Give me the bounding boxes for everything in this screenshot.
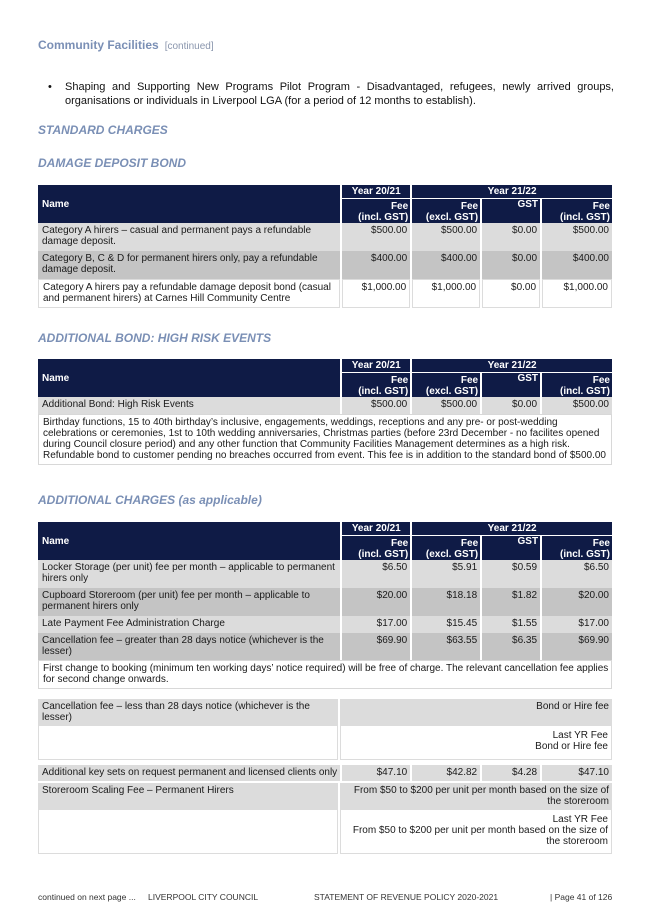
col-year-cur: Year 21/22 — [412, 522, 612, 536]
col-year-prev: Year 20/21 — [342, 185, 410, 199]
change-note-row — [38, 660, 612, 689]
footer-continued: continued on next page ... — [38, 892, 136, 902]
footer-page: | Page 41 of 126 — [550, 892, 613, 902]
col-fee-excl: Fee (excl. GST) — [412, 373, 480, 397]
additional-charges-table — [36, 522, 614, 689]
col-prev-fee: Fee (incl. GST) — [342, 199, 410, 223]
col-fee-excl: Fee (excl. GST) — [412, 199, 480, 223]
footer-statement: STATEMENT OF REVENUE POLICY 2020-2021 — [314, 892, 499, 902]
table-row: Category B, C & D for permanent hirers only, pay a refundable damage deposit. $400.00 $400.00 $0.00 $400.00 — [38, 251, 612, 279]
storeroom-table — [36, 783, 614, 854]
damage-bond-table — [36, 185, 614, 308]
table-row: Late Payment Fee Administration Charge $17.00 $15.45 $1.55 $17.00 — [38, 616, 612, 633]
change-note: First change to booking (minimum ten working days’ notice required) will be free of charge. The relevant cancellation fee applies for second change onwards. — [38, 660, 612, 689]
col-name: Name — [38, 185, 340, 223]
bullet-dot-icon: • — [48, 81, 52, 93]
bullet-text: Shaping and Supporting New Programs Pilot Program - Disadvantaged, refugees, newly arrived groups, organisations or individuals in Liverpool LGA (for a period of 12 months to establish). — [65, 81, 614, 107]
cancel-less-table — [36, 699, 614, 760]
high-risk-description: Birthday functions, 15 to 40th birthday’s inclusive, engagements, weddings, receptions and any pre- or post-wedding celebrations or ceremonies, 1st to 10th wedding anniversaries, Christmas parties (before 23rd December - no facilites opened during Council closure period) and any other function that Community Facilities Management determines as a high risk. Refundable bond to customer pending no breaches occurred from event. This fee is in addition to the standard bond of $500.00 — [38, 414, 612, 465]
last-year-row: Last YR Fee Bond or Hire fee — [38, 726, 612, 760]
col-year-prev: Year 20/21 — [342, 522, 410, 536]
col-year-prev: Year 20/21 — [342, 359, 410, 373]
table-row: Storeroom Scaling Fee – Permanent Hirers From $50 to $200 per unit per month based on the size of the storeroom — [38, 783, 612, 810]
section-high-risk: ADDITIONAL BOND: HIGH RISK EVENTS — [38, 331, 272, 345]
key-sets-table — [36, 765, 614, 781]
high-risk-table — [36, 359, 614, 465]
table-row: Cancellation fee – less than 28 days notice (whichever is the lesser) Bond or Hire fee — [38, 699, 612, 726]
col-name: Name — [38, 522, 340, 560]
high-risk-description-row — [38, 414, 612, 465]
bullet-item — [48, 80, 614, 108]
header-title: Community Facilities — [38, 38, 159, 52]
col-gst: GST — [482, 536, 540, 560]
col-year-cur: Year 21/22 — [412, 359, 612, 373]
col-fee-excl: Fee (excl. GST) — [412, 536, 480, 560]
table-row: Category A hirers – casual and permanent pays a refundable damage deposit. $500.00 $500.00 $0.00 $500.00 — [38, 223, 612, 251]
section-standard-charges: STANDARD CHARGES — [38, 123, 168, 137]
col-fee-incl: Fee (incl. GST) — [542, 199, 612, 223]
col-year-cur: Year 21/22 — [412, 185, 612, 199]
last-year-row: Last YR Fee From $50 to $200 per unit per month based on the size of the storeroom — [38, 810, 612, 854]
table-row: Additional Bond: High Risk Events $500.00 $500.00 $0.00 $500.00 — [38, 397, 612, 414]
section-damage-deposit-bond: DAMAGE DEPOSIT BOND — [38, 156, 187, 170]
table-row: Additional key sets on request permanent and licensed clients only $47.10 $42.82 $4.28 $47.10 — [38, 765, 612, 781]
col-prev-fee: Fee (incl. GST) — [342, 373, 410, 397]
col-gst: GST — [482, 199, 540, 223]
footer-council: LIVERPOOL CITY COUNCIL — [148, 892, 259, 902]
page-header — [38, 38, 214, 52]
col-fee-incl: Fee (incl. GST) — [542, 536, 612, 560]
table-row: Category A hirers pay a refundable damage deposit bond (casual and permanent hirers) at Carnes Hill Community Centre $1,000.00 $1,000.00 $0.00 $1,000.00 — [38, 279, 612, 308]
col-fee-incl: Fee (incl. GST) — [542, 373, 612, 397]
section-additional-charges: ADDITIONAL CHARGES (as applicable) — [38, 493, 262, 507]
table-row: Cupboard Storeroom (per unit) fee per month – applicable to permanent hirers only $20.00 $18.18 $1.82 $20.00 — [38, 588, 612, 616]
table-row: Locker Storage (per unit) fee per month – applicable to permanent hirers only $6.50 $5.91 $0.59 $6.50 — [38, 560, 612, 588]
col-name: Name — [38, 359, 340, 397]
header-continued: [continued] — [164, 41, 214, 52]
col-prev-fee: Fee (incl. GST) — [342, 536, 410, 560]
table-row: Cancellation fee – greater than 28 days notice (whichever is the lesser) $69.90 $63.55 $6.35 $69.90 — [38, 633, 612, 660]
col-gst: GST — [482, 373, 540, 397]
